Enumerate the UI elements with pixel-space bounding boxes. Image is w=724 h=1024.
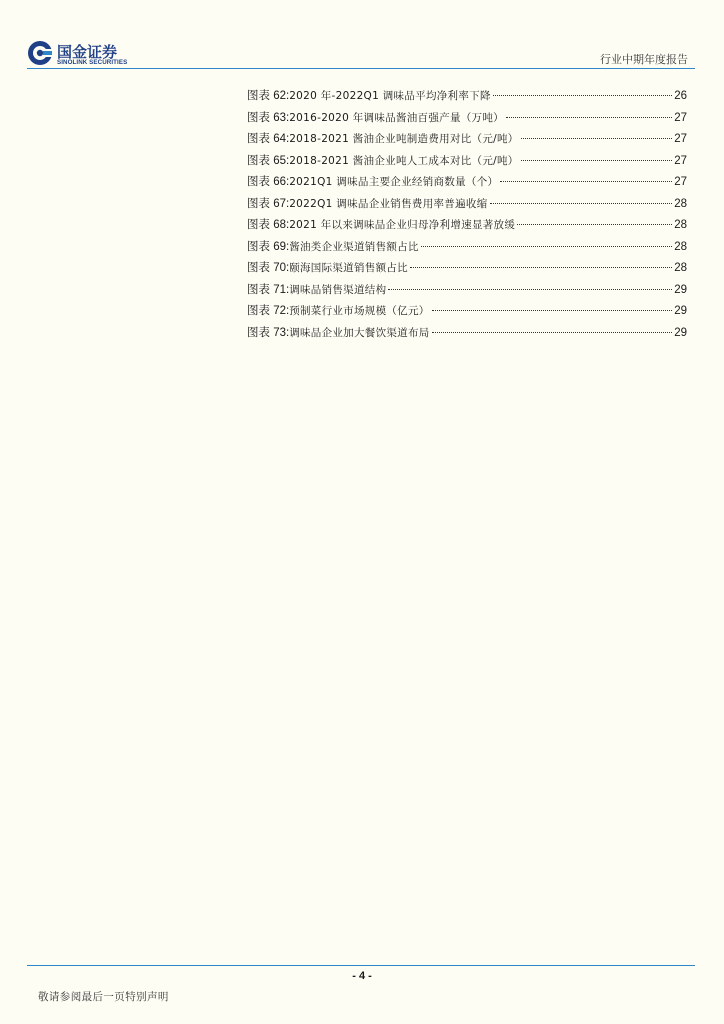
toc-entry-page: 27 xyxy=(674,111,687,124)
logo-english-name: SINOLINK SECURITIES xyxy=(57,59,128,66)
toc-entry[interactable] xyxy=(247,302,687,324)
toc-entry[interactable] xyxy=(247,324,687,346)
toc-entry[interactable] xyxy=(247,238,687,260)
toc-entry[interactable] xyxy=(247,259,687,281)
toc-entry-label: 图表 73: xyxy=(247,326,290,339)
report-type-label: 行业中期年度报告 xyxy=(600,53,688,66)
toc-entry-page: 28 xyxy=(674,197,687,210)
toc-dot-leader xyxy=(421,246,672,247)
toc-dot-leader xyxy=(388,289,672,290)
toc-entry-page: 29 xyxy=(674,305,687,317)
toc-entry-title: 2018-2021 酱油企业吨人工成本对比（元/吨） xyxy=(289,154,519,167)
toc-dot-leader xyxy=(517,224,672,225)
toc-entry-page: 27 xyxy=(674,133,687,145)
toc-entry-label: 图表 63: xyxy=(247,111,290,124)
toc-entry-title: 2021Q1 调味品主要企业经销商数量（个） xyxy=(289,176,499,188)
toc-entry-title: 调味品销售渠道结构 xyxy=(289,283,387,296)
toc-entry[interactable] xyxy=(247,173,687,195)
toc-entry-title: 2021 年以来调味品企业归母净利增速显著放缓 xyxy=(289,219,516,231)
toc-entry-label: 图表 64: xyxy=(247,133,290,145)
toc-entry[interactable] xyxy=(247,130,687,152)
toc-dot-leader xyxy=(500,181,672,182)
toc-entry[interactable] xyxy=(247,152,687,174)
header-divider xyxy=(27,68,695,69)
toc-dot-leader xyxy=(432,310,673,311)
toc-entry-page: 29 xyxy=(674,326,687,339)
toc-entry[interactable] xyxy=(247,109,687,131)
page-header xyxy=(0,0,724,72)
toc-dot-leader xyxy=(506,117,672,118)
toc-entry[interactable] xyxy=(247,87,687,109)
toc-entry-page: 26 xyxy=(674,90,687,102)
toc-dot-leader xyxy=(493,95,672,96)
toc-entry-label: 图表 65: xyxy=(247,154,290,167)
toc-entry-label: 图表 66: xyxy=(247,176,290,188)
toc-dot-leader xyxy=(490,203,673,204)
sinolink-logo-icon xyxy=(27,40,53,66)
toc-entry-label: 图表 71: xyxy=(247,283,290,296)
toc-entry[interactable] xyxy=(247,195,687,217)
page-number: - 4 - xyxy=(352,970,372,982)
toc-entry-label: 图表 67: xyxy=(247,197,290,210)
toc-entry-title: 2016-2020 年调味品酱油百强产量（万吨） xyxy=(289,111,504,124)
toc-dot-leader xyxy=(521,160,673,161)
toc-entry-label: 图表 72: xyxy=(247,305,290,317)
figure-list xyxy=(247,87,687,345)
toc-entry-label: 图表 69: xyxy=(247,240,290,253)
toc-entry-label: 图表 70: xyxy=(247,262,290,274)
toc-entry-title: 2020 年-2022Q1 调味品平均净利率下降 xyxy=(289,90,491,102)
toc-entry-title: 2022Q1 调味品企业销售费用率普遍收缩 xyxy=(289,197,488,210)
toc-dot-leader xyxy=(410,267,672,268)
toc-entry-label: 图表 68: xyxy=(247,219,290,231)
toc-entry-page: 28 xyxy=(674,262,687,274)
toc-entry-title: 预制菜行业市场规模（亿元） xyxy=(289,305,430,317)
toc-entry-page: 27 xyxy=(674,154,687,167)
toc-dot-leader xyxy=(432,332,673,333)
toc-entry-title: 调味品企业加大餐饮渠道布局 xyxy=(289,326,430,339)
logo-chinese-name: 国金证券 xyxy=(57,43,118,61)
toc-entry-page: 29 xyxy=(674,283,687,296)
toc-entry[interactable] xyxy=(247,216,687,238)
toc-entry-page: 28 xyxy=(674,219,687,231)
toc-entry-page: 28 xyxy=(674,240,687,253)
toc-entry[interactable] xyxy=(247,281,687,303)
toc-entry-title: 颐海国际渠道销售额占比 xyxy=(289,262,408,274)
toc-entry-label: 图表 62: xyxy=(247,90,290,102)
toc-dot-leader xyxy=(521,138,673,139)
footer-disclaimer: 敬请参阅最后一页特别声明 xyxy=(38,991,169,1003)
toc-entry-page: 27 xyxy=(674,176,687,188)
toc-entry-title: 酱油类企业渠道销售额占比 xyxy=(289,240,419,253)
toc-entry-title: 2018-2021 酱油企业吨制造费用对比（元/吨） xyxy=(289,133,519,145)
footer-divider xyxy=(27,965,695,966)
